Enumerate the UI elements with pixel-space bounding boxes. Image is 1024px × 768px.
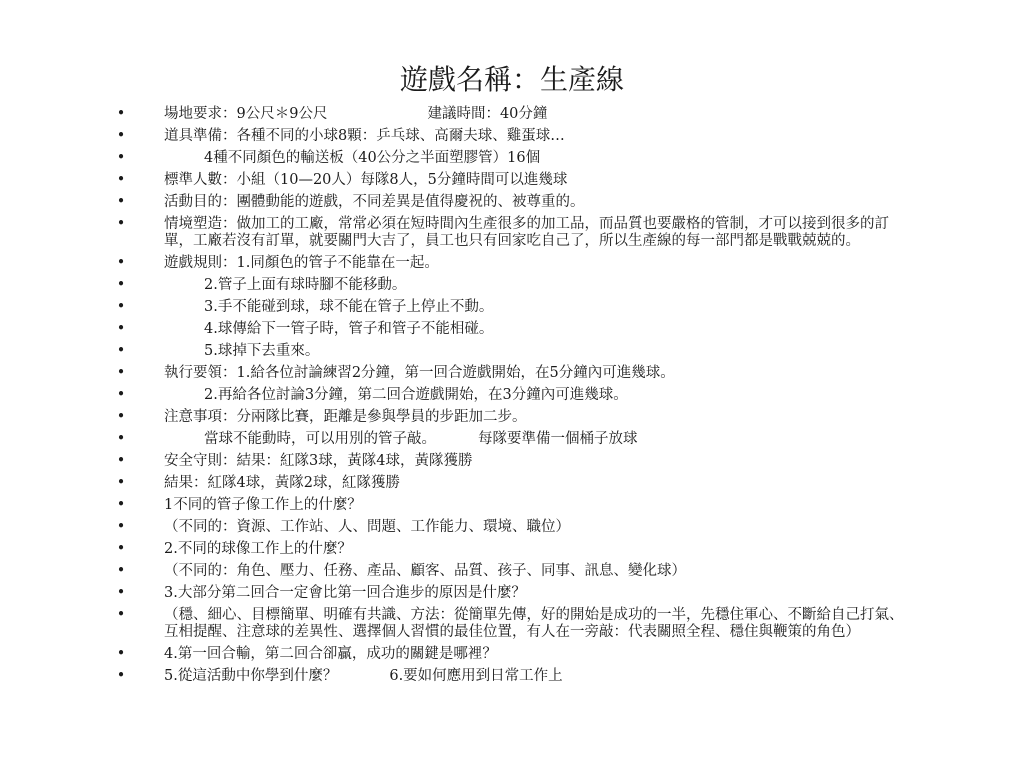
bullet-text: （穩、細心、目標簡單、明確有共識、方法：從簡單先傳，好的開始是成功的一半，先穩住軍心、不斷給自己打氣、互相提醒、注意球的差異性、選擇個人習慣的最佳位置，有人在一旁敲：代表關照全程、穩住與鞭策的角色） <box>164 607 904 640</box>
bullet-dot: • <box>116 563 126 579</box>
bullet-dot: • <box>116 216 126 232</box>
bullet-text: 當球不能動時，可以用別的管子敲。 <box>204 431 436 447</box>
bullet-text: 道具準備：各種不同的小球8顆：乒乓球、高爾夫球、雞蛋球… <box>164 128 565 144</box>
bullet-dot: • <box>116 255 126 271</box>
bullet-dot: • <box>116 475 126 491</box>
bullet-text: 4.第一回合輸，第二回合卻贏，成功的關鍵是哪裡？ <box>164 646 497 662</box>
bullet-item <box>0 385 1024 407</box>
bullet-item <box>0 341 1024 363</box>
bullet-dot: • <box>116 321 126 337</box>
bullet-text: 3.手不能碰到球，球不能在管子上停止不動。 <box>204 299 494 315</box>
bullet-text: 1不同的管子像工作上的什麼？ <box>164 497 362 513</box>
bullet-item <box>0 104 1024 126</box>
bullet-item <box>0 148 1024 170</box>
bullet-text: 安全守則：結果：紅隊3球，黃隊4球，黃隊獲勝 <box>164 453 473 469</box>
bullet-dot: • <box>116 343 126 359</box>
bullet-dot: • <box>116 541 126 557</box>
bullet-text: 結果：紅隊4球，黃隊2球，紅隊獲勝 <box>164 475 400 491</box>
bullet-dot: • <box>116 585 126 601</box>
bullet-text: 2.管子上面有球時腳不能移動。 <box>204 277 407 293</box>
bullet-list <box>0 104 1024 688</box>
bullet-dot: • <box>116 128 126 144</box>
bullet-item <box>0 319 1024 341</box>
bullet-dot: • <box>116 646 126 662</box>
bullet-text: 執行要領：1.給各位討論練習2分鐘，第一回合遊戲開始，在5分鐘內可進幾球。 <box>164 365 675 381</box>
bullet-item <box>0 126 1024 148</box>
bullet-text: 活動目的：團體動能的遊戲，不同差異是值得慶祝的、被尊重的。 <box>164 194 585 210</box>
bullet-item <box>0 192 1024 214</box>
bullet-text: 標準人數：小組（10—20人）每隊8人，5分鐘時間可以進幾球 <box>164 172 568 188</box>
bullet-text: （不同的：角色、壓力、任務、產品、顧客、品質、孩子、同事、訊息、變化球） <box>164 563 686 579</box>
slide-title: 遊戲名稱：生產線 <box>399 63 624 96</box>
bullet-dot: • <box>116 668 126 684</box>
bullet-item <box>0 539 1024 561</box>
bullet-dot: • <box>116 150 126 166</box>
bullet-item <box>0 214 1024 253</box>
bullet-text: 5.從這活動中你學到什麼？ <box>164 668 338 684</box>
bullet-dot: • <box>116 387 126 403</box>
bullet-item <box>0 644 1024 666</box>
bullet-dot: • <box>116 194 126 210</box>
bullet-text: 2.不同的球像工作上的什麼？ <box>164 541 352 557</box>
bullet-dot: • <box>116 409 126 425</box>
bullet-text: 情境塑造：做加工的工廠，常常必須在短時間內生產很多的加工品，而品質也要嚴格的管制，才可以接到很多的訂單，工廠若沒有訂單，就要關門大吉了，員工也只有回家吃自己了，所以生產線的每一部門都是戰戰兢兢的。 <box>164 216 889 249</box>
bullet-dot: • <box>116 106 126 122</box>
bullet-text: 場地要求：9公尺＊9公尺 <box>164 106 328 122</box>
bullet-item <box>0 517 1024 539</box>
bullet-item <box>0 297 1024 319</box>
bullet-text: 每隊要準備一個桶子放球 <box>478 431 638 447</box>
bullet-dot: • <box>116 453 126 469</box>
bullet-text: 3.大部分第二回合一定會比第一回合進步的原因是什麼？ <box>164 585 526 601</box>
bullet-item <box>0 275 1024 297</box>
bullet-text: 6.要如何應用到日常工作上 <box>389 668 563 684</box>
bullet-text: 遊戲規則：1.同顏色的管子不能靠在一起。 <box>164 255 439 271</box>
bullet-item <box>0 495 1024 517</box>
bullet-item <box>0 605 1024 644</box>
bullet-dot: • <box>116 519 126 535</box>
bullet-item <box>0 561 1024 583</box>
bullet-dot: • <box>116 607 126 623</box>
bullet-text: 4.球傳給下一管子時，管子和管子不能相碰。 <box>204 321 494 337</box>
bullet-text: 4種不同顏色的輸送板（40公分之半面塑膠管）16個 <box>204 150 541 166</box>
bullet-item <box>0 451 1024 473</box>
bullet-item <box>0 407 1024 429</box>
bullet-item <box>0 253 1024 275</box>
bullet-item <box>0 170 1024 192</box>
bullet-text: 5.球掉下去重來。 <box>204 343 320 359</box>
bullet-text: 建議時間：40分鐘 <box>427 106 548 122</box>
bullet-dot: • <box>116 365 126 381</box>
bullet-item <box>0 429 1024 451</box>
bullet-dot: • <box>116 431 126 447</box>
bullet-dot: • <box>116 172 126 188</box>
bullet-text: 注意事項：分兩隊比賽，距離是參與學員的步距加二步。 <box>164 409 527 425</box>
bullet-dot: • <box>116 497 126 513</box>
bullet-text: （不同的：資源、工作站、人、問題、工作能力、環境、職位） <box>164 519 570 535</box>
bullet-item <box>0 363 1024 385</box>
bullet-dot: • <box>116 299 126 315</box>
bullet-item <box>0 583 1024 605</box>
bullet-item <box>0 666 1024 688</box>
bullet-item <box>0 473 1024 495</box>
bullet-dot: • <box>116 277 126 293</box>
bullet-text: 2.再給各位討論3分鐘，第二回合遊戲開始，在3分鐘內可進幾球。 <box>204 387 628 403</box>
